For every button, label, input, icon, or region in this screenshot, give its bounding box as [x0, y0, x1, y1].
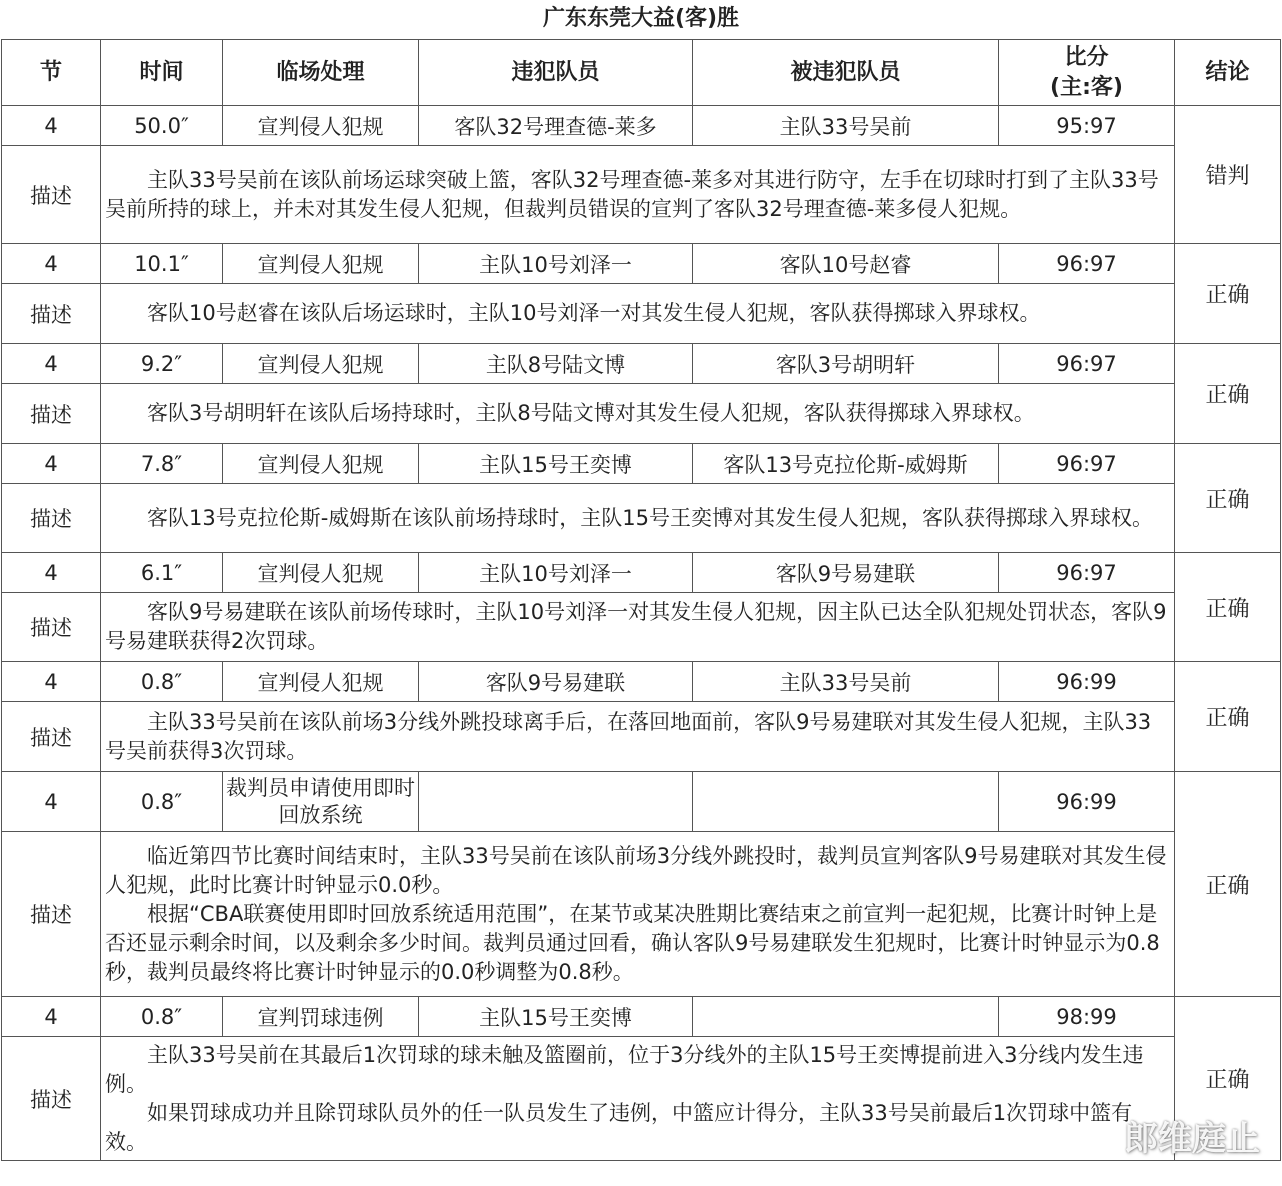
description-text — [101, 284, 1175, 344]
header-action: 临场处理 — [223, 40, 419, 106]
header-row — [2, 40, 1281, 106]
cell-quarter: 4 — [2, 244, 101, 284]
cell-action: 宣判侵人犯规 — [223, 662, 419, 702]
description-label: 描述 — [2, 832, 101, 997]
foul-row — [2, 344, 1281, 384]
description-paragraph: 客队9号易建联在该队前场传球时，主队10号刘泽一对其发生侵人犯规，因主队已达全队犯规处罚状态，客队9号易建联获得2次罚球。 — [105, 600, 1167, 653]
cell-action: 宣判侵人犯规 — [223, 444, 419, 484]
description-paragraph: 主队33号吴前在其最后1次罚球的球未触及篮圈前，位于3分线外的主队15号王奕博提前进入3分线内发生违例。 — [105, 1042, 1144, 1096]
description-text — [101, 832, 1175, 997]
cell-time: 50.0″ — [101, 106, 223, 146]
ruling-table — [1, 39, 1281, 1161]
description-label: 描述 — [2, 593, 101, 662]
cell-conclusion: 正确 — [1175, 662, 1281, 772]
cell-score: 96:99 — [999, 662, 1175, 702]
description-label: 描述 — [2, 146, 101, 244]
cell-offender: 主队15号王奕博 — [419, 997, 693, 1037]
cell-victim — [693, 997, 999, 1037]
description-paragraph: 根据“CBA联赛使用即时回放系统适用范围”，在某节或某决胜期比赛结束之前宣判一起犯规，比赛计时钟上是否还显示剩余时间，以及剩余多少时间。裁判员通过回看，确认客队9号易建联发生犯规时，比赛计时钟显示为0.8秒，裁判员最终将比赛计时钟显示的0.0秒调整为0.8秒。 — [105, 901, 1160, 984]
description-row — [2, 284, 1281, 344]
cell-victim — [693, 772, 999, 832]
cell-score: 96:97 — [999, 344, 1175, 384]
cell-quarter: 4 — [2, 344, 101, 384]
cell-time: 9.2″ — [101, 344, 223, 384]
cell-time: 7.8″ — [101, 444, 223, 484]
description-label: 描述 — [2, 1037, 101, 1161]
description-text — [101, 1037, 1175, 1161]
cell-victim: 客队3号胡明轩 — [693, 344, 999, 384]
description-row — [2, 593, 1281, 662]
description-label: 描述 — [2, 384, 101, 444]
cell-victim: 客队10号赵睿 — [693, 244, 999, 284]
description-paragraph: 客队3号胡明轩在该队后场持球时，主队8号陆文博对其发生侵人犯规，客队获得掷球入界球权。 — [147, 401, 1035, 425]
description-label: 描述 — [2, 284, 101, 344]
cell-score: 98:99 — [999, 997, 1175, 1037]
description-paragraph: 主队33号吴前在该队前场运球突破上篮，客队32号理查德-莱多对其进行防守，左手在切球时打到了主队33号吴前所持的球上，并未对其发生侵人犯规，但裁判员错误的宣判了客队32号理查德-莱多侵人犯规。 — [105, 167, 1159, 221]
cell-offender: 客队9号易建联 — [419, 662, 693, 702]
description-row — [2, 484, 1281, 553]
header-victim: 被违犯队员 — [693, 40, 999, 106]
cell-time: 0.8″ — [101, 772, 223, 832]
header-score-line2: (主:客) — [1050, 74, 1123, 100]
description-paragraph: 临近第四节比赛时间结束时，主队33号吴前在该队前场3分线外跳投时，裁判员宣判客队9号易建联对其发生侵人犯规，此时比赛计时钟显示0.0秒。 — [105, 843, 1167, 897]
cell-quarter: 4 — [2, 772, 101, 832]
cell-score: 95:97 — [999, 106, 1175, 146]
cell-quarter: 4 — [2, 106, 101, 146]
description-row — [2, 146, 1281, 244]
description-text — [101, 702, 1175, 772]
table-title: 广东东莞大益(客)胜 — [542, 6, 740, 31]
foul-row — [2, 772, 1281, 832]
cell-conclusion: 正确 — [1175, 997, 1281, 1161]
cell-offender: 客队32号理查德-莱多 — [419, 106, 693, 146]
description-paragraph: 如果罚球成功并且除罚球队员外的任一队员发生了违例，中篮应计得分，主队33号吴前最后1次罚球中篮有效。 — [105, 1100, 1133, 1154]
cell-time: 0.8″ — [101, 662, 223, 702]
cell-action: 宣判侵人犯规 — [223, 244, 419, 284]
description-text — [101, 146, 1175, 244]
cell-quarter: 4 — [2, 662, 101, 702]
cell-offender: 主队10号刘泽一 — [419, 553, 693, 593]
cell-conclusion: 正确 — [1175, 444, 1281, 553]
header-time: 时间 — [101, 40, 223, 106]
watermark: 郎维庭止 — [1124, 1119, 1260, 1159]
cell-action: 宣判侵人犯规 — [223, 344, 419, 384]
description-text — [101, 384, 1175, 444]
description-paragraph: 主队33号吴前在该队前场3分线外跳投球离手后，在落回地面前，客队9号易建联对其发生侵人犯规，主队33号吴前获得3次罚球。 — [105, 709, 1152, 763]
foul-row — [2, 244, 1281, 284]
cell-conclusion: 正确 — [1175, 553, 1281, 662]
cell-offender: 主队15号王奕博 — [419, 444, 693, 484]
foul-row — [2, 106, 1281, 146]
header-conclusion: 结论 — [1175, 40, 1281, 106]
description-row — [2, 384, 1281, 444]
foul-row — [2, 444, 1281, 484]
cell-quarter: 4 — [2, 444, 101, 484]
cell-time: 6.1″ — [101, 553, 223, 593]
cell-time: 10.1″ — [101, 244, 223, 284]
cell-offender: 主队10号刘泽一 — [419, 244, 693, 284]
cell-score: 96:97 — [999, 553, 1175, 593]
cell-victim: 客队9号易建联 — [693, 553, 999, 593]
header-score-line1: 比分 — [1064, 44, 1109, 70]
cell-action: 裁判员申请使用即时回放系统 — [223, 772, 419, 832]
header-offender: 违犯队员 — [419, 40, 693, 106]
cell-victim: 客队13号克拉伦斯-威姆斯 — [693, 444, 999, 484]
description-paragraph: 客队10号赵睿在该队后场运球时，主队10号刘泽一对其发生侵人犯规，客队获得掷球入界球权。 — [147, 301, 1041, 325]
header-quarter: 节 — [2, 40, 101, 106]
cell-action: 宣判侵人犯规 — [223, 553, 419, 593]
description-paragraph: 客队13号克拉伦斯-威姆斯在该队前场持球时，主队15号王奕博对其发生侵人犯规，客队获得掷球入界球权。 — [147, 505, 1154, 530]
description-row — [2, 832, 1281, 997]
description-label: 描述 — [2, 484, 101, 553]
cell-conclusion: 正确 — [1175, 772, 1281, 997]
description-row — [2, 1037, 1281, 1161]
header-score — [999, 40, 1175, 106]
cell-offender — [419, 772, 693, 832]
cell-conclusion: 正确 — [1175, 244, 1281, 344]
cell-action: 宣判罚球违例 — [223, 997, 419, 1037]
cell-time: 0.8″ — [101, 997, 223, 1037]
cell-conclusion: 错判 — [1175, 106, 1281, 244]
cell-offender: 主队8号陆文博 — [419, 344, 693, 384]
description-label: 描述 — [2, 702, 101, 772]
foul-row — [2, 997, 1281, 1037]
cell-victim: 主队33号吴前 — [693, 662, 999, 702]
description-row — [2, 702, 1281, 772]
cell-quarter: 4 — [2, 997, 101, 1037]
cell-score: 96:97 — [999, 244, 1175, 284]
description-text — [101, 593, 1175, 662]
description-text — [101, 484, 1175, 553]
foul-row — [2, 662, 1281, 702]
cell-score: 96:97 — [999, 444, 1175, 484]
cell-action: 宣判侵人犯规 — [223, 106, 419, 146]
cell-quarter: 4 — [2, 553, 101, 593]
cell-victim: 主队33号吴前 — [693, 106, 999, 146]
cell-score: 96:99 — [999, 772, 1175, 832]
cell-conclusion: 正确 — [1175, 344, 1281, 444]
foul-row — [2, 553, 1281, 593]
